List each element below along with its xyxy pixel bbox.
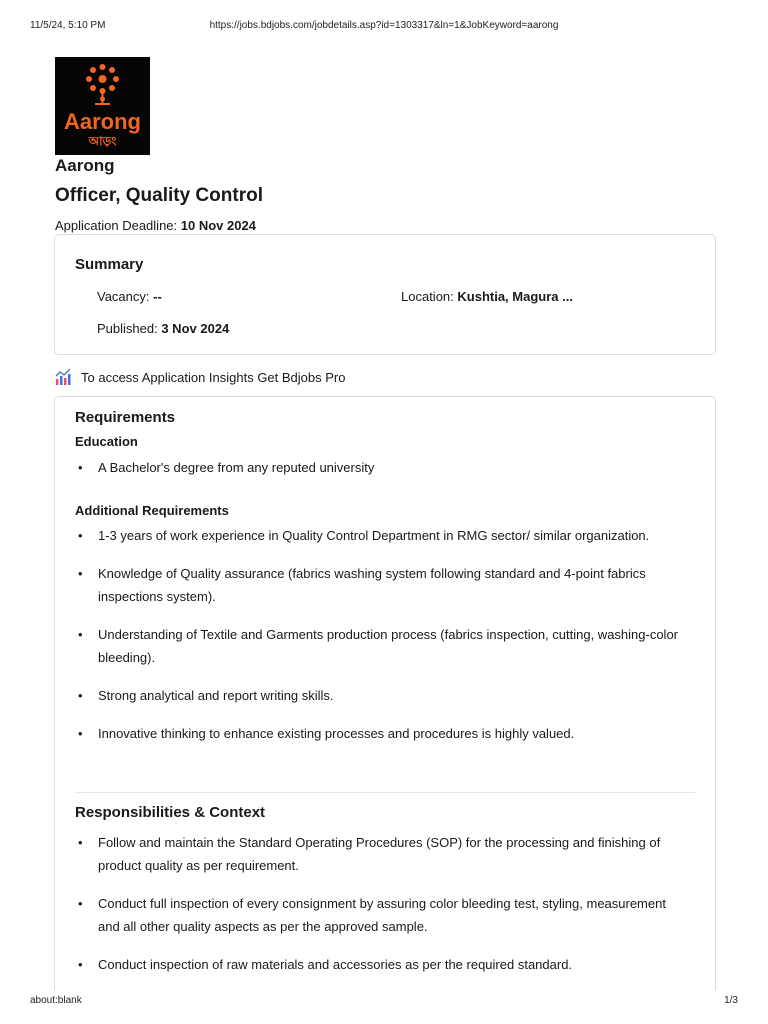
logo-wordmark: Aarong — [64, 109, 141, 134]
list-item: • Understanding of Textile and Garments production process (fabrics inspection, cutting, washing-color bleeding). — [78, 627, 679, 665]
company-name: Aarong — [55, 156, 115, 175]
location — [401, 289, 573, 304]
requirements-title: Requirements — [75, 409, 176, 426]
responsibilities-list — [75, 831, 690, 976]
aarong-logo — [55, 57, 150, 155]
print-footer-url: about:blank — [30, 995, 82, 1006]
summary-title: Summary — [75, 256, 144, 273]
print-url: https://jobs.bdjobs.com/jobdetails.asp?id=1303317&ln=1&JobKeyword=aarong — [209, 20, 559, 31]
aarong-logo-graphic — [55, 57, 150, 155]
location-value: Kushtia, Magura ... — [457, 289, 573, 304]
deadline-value: 10 Nov 2024 — [180, 218, 256, 233]
requirements-card — [54, 396, 716, 990]
deadline-label: Application Deadline: — [55, 218, 178, 233]
job-title: Officer, Quality Control — [55, 185, 263, 206]
list-item: • Follow and maintain the Standard Operating Procedures (SOP) for the processing and finishing of product quality as per requirement. — [78, 835, 661, 873]
print-datetime: 11/5/24, 5:10 PM — [30, 20, 106, 31]
job-details-page — [36, 40, 734, 990]
insights-text: To access Application Insights Get Bdjobs Pro — [81, 369, 346, 385]
published — [97, 321, 229, 336]
application-insights-link[interactable] — [55, 368, 345, 386]
summary-card — [54, 234, 716, 355]
list-item: • Strong analytical and report writing skills. — [78, 688, 334, 703]
list-item: • Conduct full inspection of every consignment by assuring color bleeding test, styling, measurement and all other quality aspects as per the approved sample. — [78, 896, 666, 934]
vacancy-label: Vacancy: — [97, 289, 150, 304]
additional-requirements-list — [75, 524, 690, 745]
published-value: 3 Nov 2024 — [161, 321, 230, 336]
list-item: • Knowledge of Quality assurance (fabrics washing system following standard and 4-point fabrics inspections system). — [78, 566, 646, 604]
education-title: Education — [75, 434, 138, 449]
aarong-motif-icon — [86, 64, 119, 105]
additional-requirements-title: Additional Requirements — [75, 503, 229, 518]
vacancy — [97, 289, 162, 304]
list-item: • Conduct inspection of raw materials and accessories as per the required standard. — [78, 957, 573, 972]
vacancy-value: -- — [153, 289, 162, 304]
location-label: Location: — [401, 289, 454, 304]
list-item: • 1-3 years of work experience in Quality Control Department in RMG sector/ similar organization. — [78, 528, 650, 543]
application-deadline — [55, 218, 256, 233]
education-list — [75, 456, 690, 479]
responsibilities-title: Responsibilities & Context — [75, 804, 266, 821]
published-label: Published: — [97, 321, 158, 336]
list-item: • A Bachelor's degree from any reputed university — [78, 460, 375, 475]
section-divider — [75, 792, 695, 793]
logo-bangla-wordmark: আড়ং — [88, 134, 117, 148]
page-number: 1/3 — [724, 995, 738, 1006]
bar-chart-icon — [55, 368, 73, 386]
list-item: • Innovative thinking to enhance existing processes and procedures is highly valued. — [78, 726, 575, 741]
